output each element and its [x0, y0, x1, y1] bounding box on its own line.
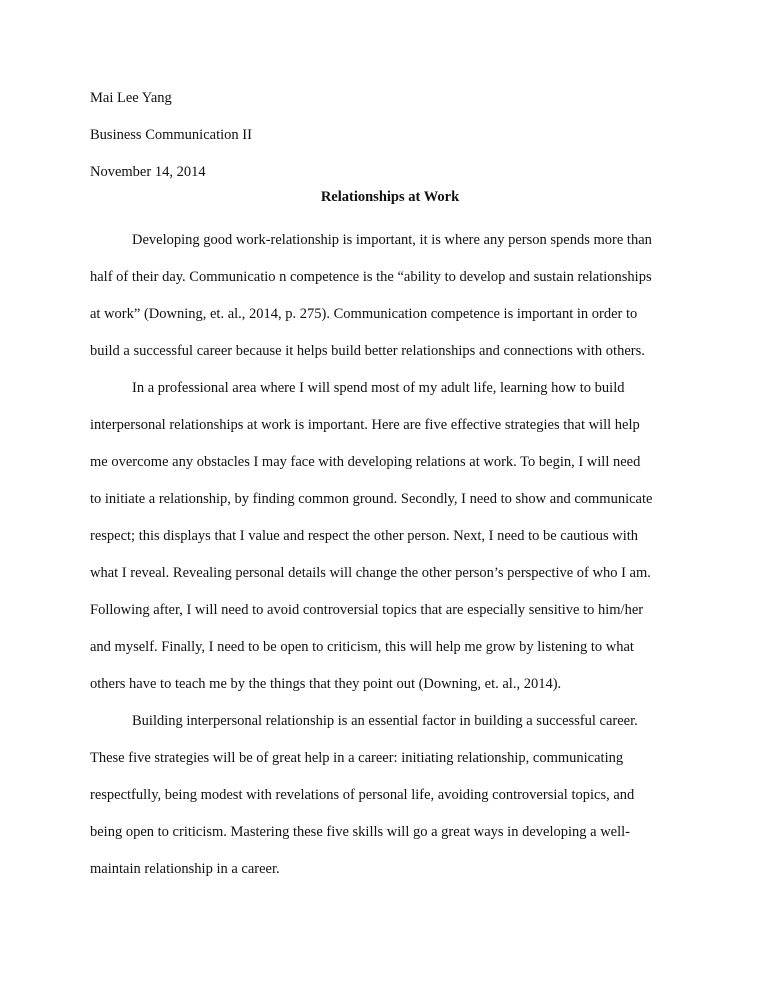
paragraph-line: Following after, I will need to avoid controversial topics that are especially sensitive to him/her: [90, 602, 644, 618]
paragraph-line: maintain relationship in a career.: [90, 861, 280, 877]
paragraph-line: These five strategies will be of great help in a career: initiating relationship, communicating: [90, 750, 624, 766]
paragraph-line: and myself. Finally, I need to be open to criticism, this will help me grow by listening to what: [90, 639, 634, 655]
paragraph-line: respect; this displays that I value and respect the other person. Next, I need to be cautious with: [90, 528, 639, 544]
paragraph-line: Building interpersonal relationship is an essential factor in building a successful career.: [132, 713, 638, 729]
paragraph-line: being open to criticism. Mastering these five skills will go a great ways in developing a well-: [90, 824, 630, 840]
document-date: November 14, 2014: [90, 164, 206, 180]
paragraph-line: Developing good work-relationship is important, it is where any person spends more than: [132, 232, 652, 248]
paragraph-line: half of their day. Communicatio n competence is the “ability to develop and sustain relationships: [90, 269, 652, 285]
document-body: [90, 86, 690, 888]
paragraph-line: In a professional area where I will spend most of my adult life, learning how to build: [132, 380, 625, 396]
paragraph-line: what I reveal. Revealing personal details will change the other person’s perspective of who I am.: [90, 565, 651, 581]
author-name: Mai Lee Yang: [90, 90, 172, 106]
paragraph-line: me overcome any obstacles I may face with developing relations at work. To begin, I will need: [90, 454, 641, 470]
paragraph-line: others have to teach me by the things that they point out (Downing, et. al., 2014).: [90, 676, 562, 692]
course-name: Business Communication II: [90, 127, 252, 143]
paragraph: [90, 703, 690, 888]
paragraph-line: build a successful career because it helps build better relationships and connections with others.: [90, 343, 645, 359]
paragraph-line: respectfully, being modest with revelations of personal life, avoiding controversial topics, and: [90, 787, 635, 803]
paragraph-line: to initiate a relationship, by finding common ground. Secondly, I need to show and communicate: [90, 491, 653, 507]
paragraph: [90, 222, 690, 370]
document-title: Relationships at Work: [320, 189, 460, 205]
paragraph-line: at work” (Downing, et. al., 2014, p. 275). Communication competence is important in order to: [90, 306, 638, 322]
paragraph-line: interpersonal relationships at work is important. Here are five effective strategies that will help: [90, 417, 640, 433]
paragraph: [90, 370, 690, 703]
